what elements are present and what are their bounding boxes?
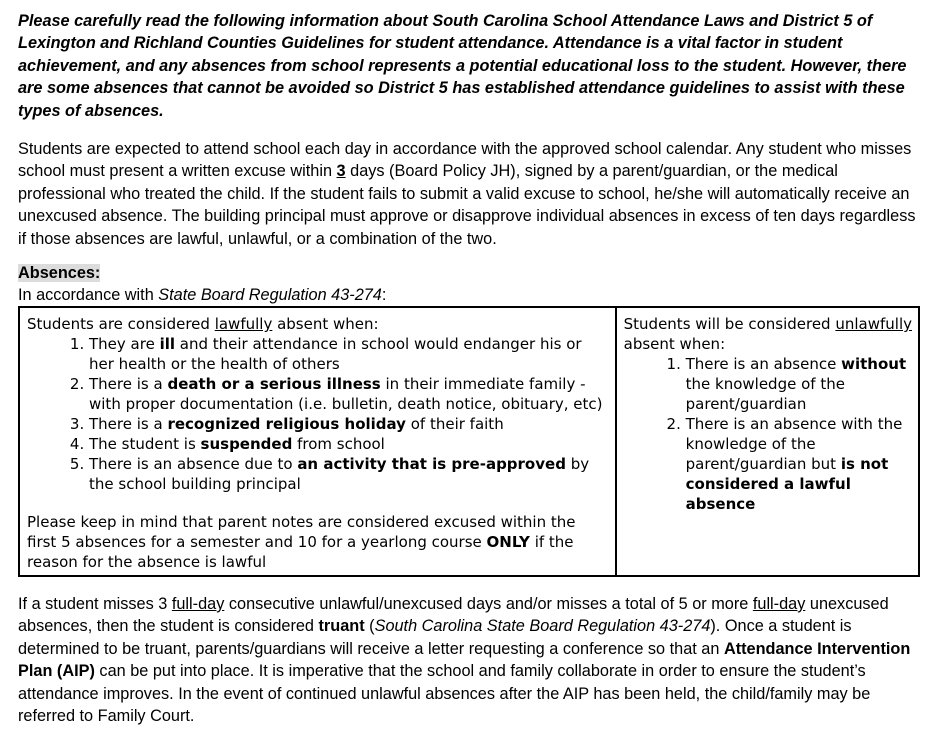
regulation-name: State Board Regulation 43-274 — [158, 286, 382, 305]
unlawful-intro: Students will be considered unlawfully absent when: — [623, 315, 912, 354]
parent-notes-note: Please keep in mind that parent notes are considered excused within the first 5 absences for a semester and 10 for a yearlong course ONLY if the reason for the absence is lawful — [27, 513, 576, 572]
lawful-item: 5. There is an absence due to an activity that is pre-approved by the school building principal — [89, 454, 609, 494]
unlawful-item: 1. There is an absence without the knowledge of the parent/guardian — [686, 354, 912, 414]
excuse-days: 3 — [336, 162, 346, 181]
lawful-absences-cell — [19, 307, 616, 576]
lawful-list — [27, 334, 609, 494]
para1-text-a: Students are expected to attend school each day in accordance with the approved school calendar. Any student who misses school must present a written excuse within — [18, 140, 912, 181]
intro-paragraph: Please carefully read the following information about South Carolina School Attendance Laws and District 5 of Lexington and Richland Counties Guidelines for student attendance. Attendance is a vital factor in student achievement, and any absences from school represents a potential educational loss to the student. However, there are some absences that cannot be avoided so District 5 has established attendance guidelines to assist with these types of absences. — [18, 12, 907, 120]
absences-heading: Absences: — [18, 264, 101, 283]
unlawful-item: 2. There is an absence with the knowledge of the parent/guardian but is not considered a lawful absence — [686, 414, 912, 514]
unlawful-absences-cell — [616, 307, 919, 576]
regulation-line: In accordance with State Board Regulation 43-274: — [18, 286, 387, 305]
truancy-paragraph: If a student misses 3 full-day consecutive unlawful/unexcused days and/or misses a total of 5 or more full-day unexcused absences, then the student is considered truant (South Carolina State Board Regulation 43-274). Once a student is determined to be truant, parents/guardians will receive a letter requesting a conference so that an Attendance Intervention Plan (AIP) can be put into place. It is imperative that the school and family collaborate in order to ensure the student’s attendance improves. In the event of continued unlawful absences after the AIP has been held, the child/family may be referred to Family Court. — [18, 595, 911, 726]
attendance-expectation-paragraph — [18, 138, 918, 250]
lawful-item: 3. There is a recognized religious holiday of their faith — [89, 414, 609, 434]
attendance-document — [18, 10, 918, 728]
unlawful-list — [624, 354, 912, 514]
para1-text-b: days (Board Policy JH), signed by a parent/guardian, or the medical professional who treated the child. If the student fails to submit a valid excuse to school, he/she will automatically receive an unexcused absence. The building principal must approve or disapprove individual absences in excess of ten days regardless if those absences are lawful, unlawful, or a combination of the two. — [18, 162, 916, 248]
lawful-item: 2. There is a death or a serious illness in their immediate family - with proper documentation (i.e. bulletin, death notice, obituary, etc) — [89, 374, 609, 414]
lawful-intro: Students are considered lawfully absent when: — [27, 315, 379, 334]
lawful-item: 4. The student is suspended from school — [89, 434, 609, 454]
absence-rules-table — [18, 306, 920, 577]
lawful-item: 1. They are ill and their attendance in school would endanger his or her health or the health of others — [89, 334, 609, 374]
